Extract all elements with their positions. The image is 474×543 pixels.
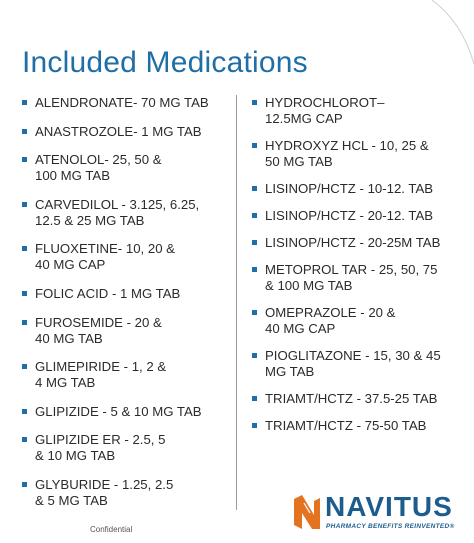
square-bullet-icon — [252, 186, 257, 191]
list-item — [22, 241, 232, 273]
list-item — [22, 286, 232, 302]
logo-tagline: PHARMACY BENEFITS REINVENTED® — [326, 523, 455, 530]
square-bullet-icon — [252, 267, 257, 272]
square-bullet-icon — [252, 100, 257, 105]
list-item — [22, 315, 232, 347]
list-item — [252, 262, 470, 294]
list-item — [22, 124, 232, 140]
medication-label: GLIMEPIRIDE - 1, 2 & 4 MG TAB — [35, 359, 167, 391]
medication-label: PIOGLITAZONE - 15, 30 & 45 MG TAB — [265, 348, 441, 379]
medication-label: LISINOP/HCTZ - 20-12. TAB — [265, 208, 434, 223]
square-bullet-icon — [252, 310, 257, 315]
list-item — [252, 418, 470, 434]
confidential-footer: Confidential — [90, 525, 133, 534]
list-item — [22, 152, 232, 184]
navitus-n-mark-icon — [292, 493, 322, 531]
medication-label: CARVEDILOL - 3.125, 6.25, 12.5 & 25 MG TAB — [35, 196, 200, 228]
square-bullet-icon — [22, 100, 27, 105]
square-bullet-icon — [22, 482, 27, 487]
square-bullet-icon — [22, 364, 27, 369]
logo-wordmark: NAVITUS — [325, 491, 453, 522]
column-divider — [236, 95, 237, 510]
medication-label: FOLIC ACID - 1 MG TAB — [35, 285, 181, 301]
corner-decoration — [414, 0, 474, 70]
medication-label: OMEPRAZOLE - 20 & 40 MG CAP — [265, 305, 396, 336]
medication-list-left — [22, 95, 232, 522]
medication-label: LISINOP/HCTZ - 20-25M TAB — [265, 235, 441, 250]
medication-label: GLIPIZIDE ER - 2.5, 5 & 10 MG TAB — [35, 432, 166, 464]
medication-label: ANASTROZOLE- 1 MG TAB — [35, 123, 202, 139]
medication-label: ATENOLOL- 25, 50 & 100 MG TAB — [35, 152, 162, 184]
medication-label: TRIAMT/HCTZ - 75-50 TAB — [265, 418, 427, 433]
medication-label: FLUOXETINE- 10, 20 & 40 MG CAP — [35, 241, 175, 273]
list-item — [252, 391, 470, 407]
medication-label: GLIPIZIDE - 5 & 10 MG TAB — [35, 403, 202, 419]
navitus-logo — [292, 493, 462, 533]
medication-label: GLYBURIDE - 1.25, 2.5 & 5 MG TAB — [35, 476, 174, 508]
square-bullet-icon — [22, 246, 27, 251]
medication-list-right — [252, 95, 470, 445]
medication-label: HYDROXYZ HCL - 10, 25 & 50 MG TAB — [265, 138, 429, 169]
square-bullet-icon — [22, 157, 27, 162]
list-item — [22, 432, 232, 464]
list-item — [22, 197, 232, 229]
square-bullet-icon — [252, 353, 257, 358]
square-bullet-icon — [22, 437, 27, 442]
square-bullet-icon — [22, 320, 27, 325]
square-bullet-icon — [252, 213, 257, 218]
list-item — [252, 305, 470, 337]
medication-label: LISINOP/HCTZ - 10-12. TAB — [265, 181, 434, 196]
square-bullet-icon — [252, 143, 257, 148]
medication-label: TRIAMT/HCTZ - 37.5-25 TAB — [265, 391, 438, 406]
square-bullet-icon — [22, 202, 27, 207]
medication-label: ALENDRONATE- 70 MG TAB — [35, 95, 209, 110]
list-item — [252, 138, 470, 170]
list-item — [252, 181, 470, 197]
list-item — [252, 235, 470, 251]
medication-label: METOPROL TAR - 25, 50, 75 & 100 MG TAB — [265, 262, 438, 293]
list-item — [22, 477, 232, 509]
square-bullet-icon — [252, 423, 257, 428]
list-item — [22, 359, 232, 391]
medication-label: FUROSEMIDE - 20 & 40 MG TAB — [35, 314, 162, 346]
list-item — [22, 404, 232, 420]
square-bullet-icon — [22, 129, 27, 134]
square-bullet-icon — [22, 409, 27, 414]
page-title: Included Medications — [22, 46, 308, 79]
list-item — [252, 95, 470, 127]
list-item — [252, 348, 470, 380]
square-bullet-icon — [252, 396, 257, 401]
medication-label: HYDROCHLOROT– 12.5MG CAP — [265, 95, 385, 126]
list-item — [252, 208, 470, 224]
square-bullet-icon — [252, 240, 257, 245]
square-bullet-icon — [22, 291, 27, 296]
list-item — [22, 95, 232, 111]
